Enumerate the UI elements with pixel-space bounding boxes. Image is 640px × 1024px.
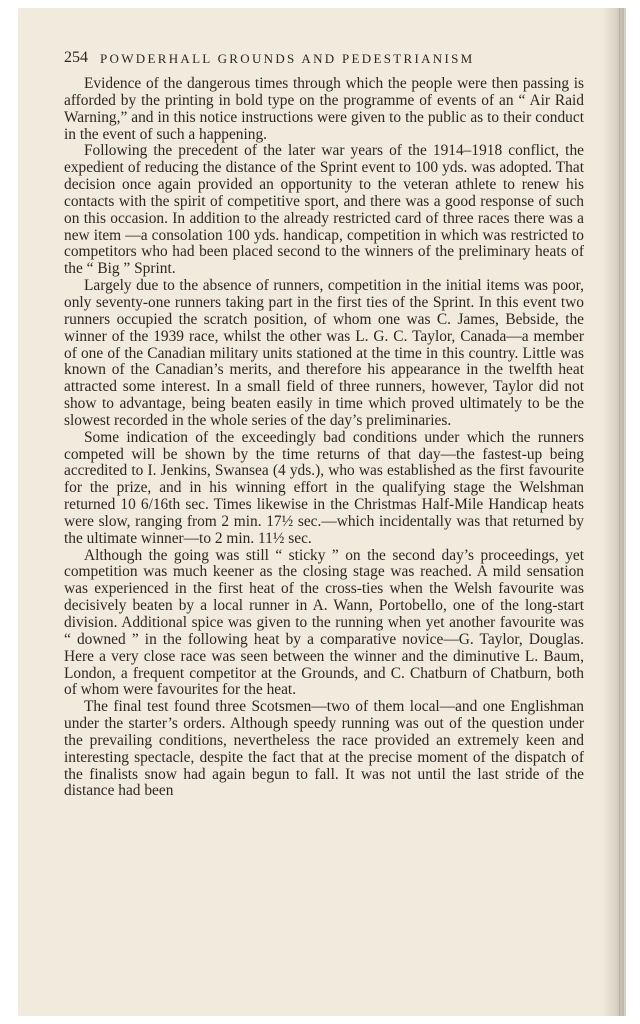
- page-header: [64, 46, 594, 72]
- paragraph-air-raid-warning: Evidence of the dangerous times through which the people were then passing is afforded by the printing in bold type on the programme of events of an “ Air Raid Warning,” and in this notice instructions were given to the public as to their conduct in the event of such a happening.: [64, 75, 584, 143]
- page-number: 254: [64, 49, 88, 66]
- paragraph-second-day: Although the going was still “ sticky ” on the second day’s proceedings, yet competition was much keener as the closing stage was reached. A mild sensation was experienced in the first heat of the cross-ties when the Welsh favourite was decisively beaten by a local runner in A. Wann, Portobello, one of the long-start division. Additional spice was given to the running when yet another favourite was “ downed ” in the following heat by a comparative novice—G. Taylor, Douglas. Here a very close race was seen between the winner and the diminutive L. Baum, London, a frequent competitor at the Grounds, and C. Chatburn of Chatburn, both of whom were favourites for the heat.: [64, 546, 584, 699]
- paragraph-initial-items: Largely due to the absence of runners, competition in the initial items was poor, only seventy-one runners taking part in the first ties of the Sprint. In this event two runners occupied the scratch position, of whom one was C. James, Bebside, the winner of the 1939 race, whilst the other was L. G. C. Taylor, Canada—a member of one of the Canadian military units stationed at the time in this country. Little was known of the Canadian’s merits, and therefore his appearance in the twelfth heat attracted some interest. In a small field of three runners, however, Taylor did not show to advantage, being beaten easily in time which proved ultimately to be the slowest recorded in the whole series of the day’s preliminaries.: [64, 277, 584, 429]
- page-edge-line: [619, 8, 620, 1016]
- paragraph-final-test: The final test found three Scotsmen—two of them local—and one Englishman under the starter’s orders. Although speedy running was out of the question under the prevailing conditions, nevertheless the race provided an extremely keen and interesting spectacle, despite the fact that at the precise moment of the dispatch of the finalists snow had again begun to fall. It was not until the last stride of the distance had been: [64, 698, 584, 800]
- paragraph-bad-conditions: Some indication of the exceedingly bad conditions under which the runners competed will be shown by the time returns of that day—the fastest-up being accredited to I. Jenkins, Swansea (4 yds.), who was established as the first favourite for the prize, and in his winning effort in the qualifying stage the Welshman returned 10 6/16th sec. Times likewise in the Christmas Half-Mile Handicap heats were slow, ranging from 2 min. 17½ sec.—which incidentally was that returned by the ultimate winner—to 2 min. 11½ sec.: [64, 428, 584, 547]
- body-text: [64, 76, 584, 800]
- page-curl-shadow: [602, 8, 624, 1016]
- paragraph-sprint-distance: Following the precedent of the later war years of the 1914–1918 conflict, the expedient of reducing the distance of the Sprint event to 100 yds. was adopted. That decision once again provided an opportunity to the veteran athlete to renew his contacts with the spirit of competitive sport, and there was a good response of such on this occasion. In addition to the already restricted card of three races there was a new item —a consolation 100 yds. handicap, competition in which was restricted to competitors who had been placed second to the winners of the preliminary heats of the “ Big ” Sprint.: [64, 142, 584, 278]
- running-head: POWDERHALL GROUNDS AND PEDESTRIANISM: [100, 51, 475, 66]
